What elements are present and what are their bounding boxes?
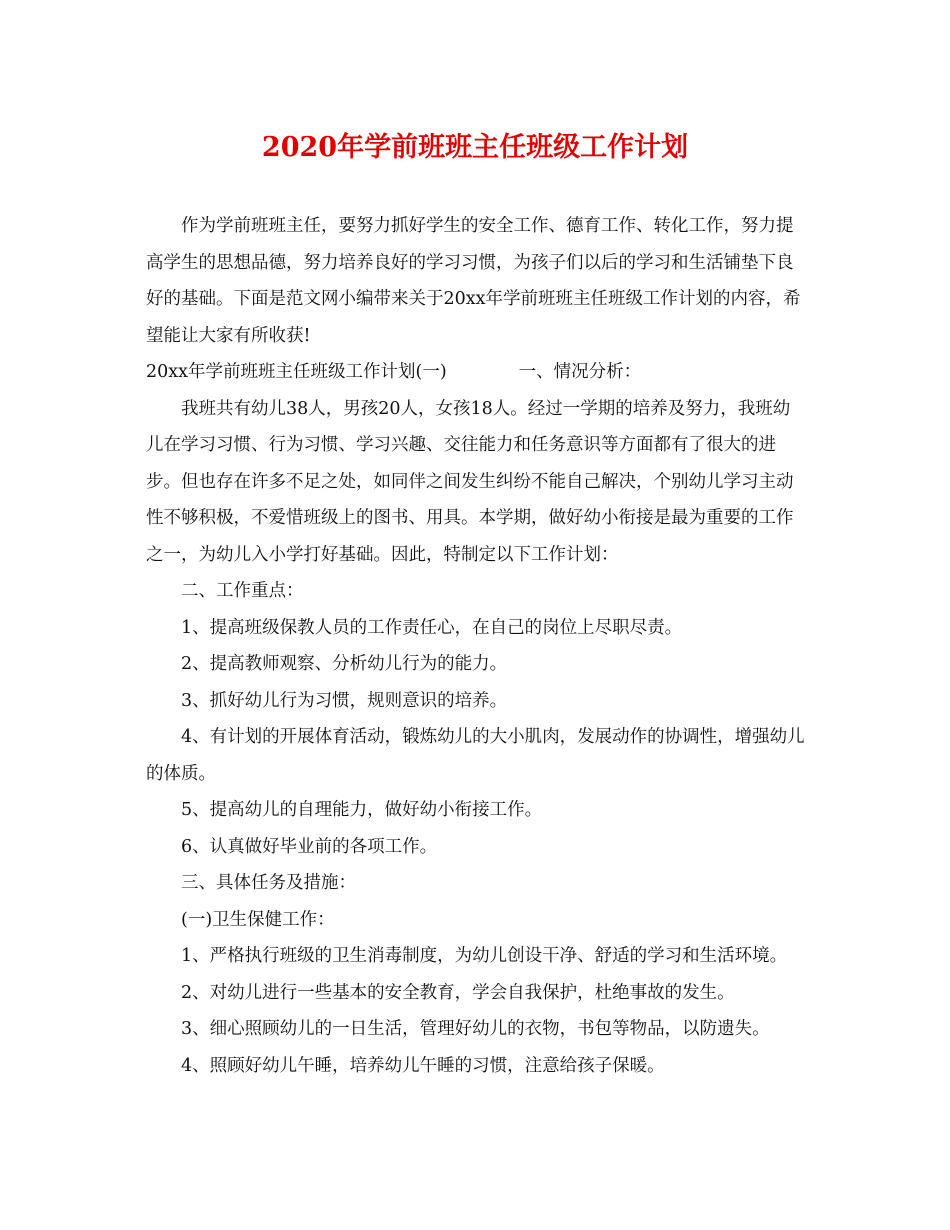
list-item: 6、认真做好毕业前的各项工作。: [181, 836, 438, 857]
list-item: 1、提高班级保教人员的工作责任心，在自己的岗位上尽职尽责。: [181, 617, 683, 638]
subsection-heading-health: (一)卫生保健工作：: [181, 909, 335, 930]
plan-title: 20xx年学前班班主任班级工作计划(一): [146, 362, 447, 382]
section-heading-situation: 一、情况分析：: [518, 362, 642, 382]
list-item: 3、细心照顾幼儿的一日生活，管理好幼儿的衣物，书包等物品，以防遗失。: [181, 1019, 770, 1039]
list-item: 2、提高教师观察、分析幼儿行为的能力。: [181, 654, 508, 674]
list-item: 2、对幼儿进行一些基本的安全教育，学会自我保护，杜绝事故的发生。: [181, 982, 735, 1003]
section-heading-tasks: 三、具体任务及措施：: [181, 873, 356, 893]
document-body: [146, 208, 806, 1084]
section-heading-focus: 二、工作重点：: [181, 581, 304, 601]
document-title: 2020年学前班班主任班级工作计划: [261, 132, 689, 163]
list-item: 5、提高幼儿的自理能力，做好幼小衔接工作。: [181, 800, 543, 820]
list-item: 4、有计划的开展体育活动，锻炼幼儿的大小肌肉，发展动作的协调性，增强幼儿的体质。: [146, 727, 805, 784]
list-item: 4、照顾好幼儿午睡，培养幼儿午睡的习惯，注意给孩子保暖。: [181, 1055, 665, 1076]
list-item: 1、严格执行班级的卫生消毒制度，为幼儿创设干净、舒适的学习和生活环境。: [181, 946, 788, 966]
intro-paragraph: 作为学前班班主任，要努力抓好学生的安全工作、德育工作、转化工作，努力提高学生的思想品德，努力培养良好的学习习惯，为孩子们以后的学习和生活铺垫下良好的基础。下面是范文网小编带来关于20xx年学前班班主任班级工作计划的内容，希望能让大家有所收获!: [146, 216, 801, 346]
situation-paragraph: 我班共有幼儿38人，男孩20人，女孩18人。经过一学期的培养及努力，我班幼儿在学习习惯、行为习惯、学习兴趣、交往能力和任务意识等方面都有了很大的进步。但也存在许多不足之处，如同伴之间发生纠纷不能自己解决，个别幼儿学习主动性不够积极，不爱惜班级上的图书、用具。本学期，做好幼小衔接是最为重要的工作之一，为幼儿入小学打好基础。因此，特制定以下工作计划：: [146, 398, 794, 565]
list-item: 3、抓好幼儿行为习惯，规则意识的培养。: [181, 690, 508, 711]
plan-heading-line: [146, 354, 806, 391]
